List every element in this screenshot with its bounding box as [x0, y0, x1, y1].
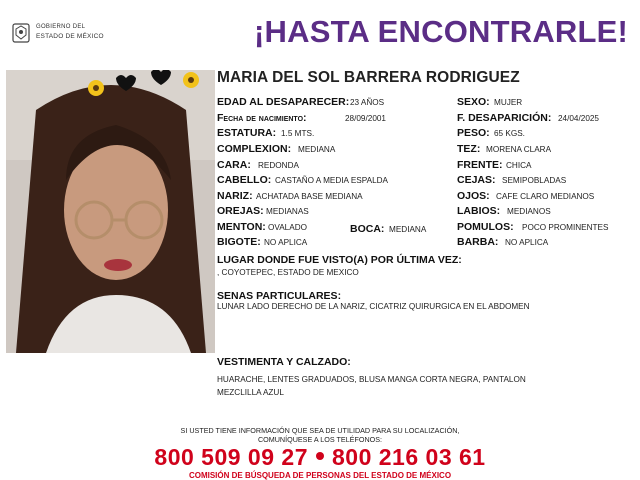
sexo-label: SEXO: — [457, 96, 490, 108]
cejas-label: CEJAS: — [457, 174, 496, 186]
bigote-value: NO APLICA — [264, 238, 308, 247]
boca-label: BOCA: — [350, 223, 385, 235]
vestimenta-line-2: MEZCLILLA AZUL — [217, 388, 284, 397]
menton-label: MENTON: — [217, 221, 266, 233]
boca-value: MEDIANA — [389, 225, 427, 234]
estatura-label: ESTATURA: — [217, 127, 277, 139]
pomulos-label: POMULOS: — [457, 221, 514, 233]
cejas-value: SEMIPOBLADAS — [502, 176, 567, 185]
person-name: MARIA DEL SOL BARRERA RODRIGUEZ — [217, 69, 520, 86]
cabello-value: CASTAÑO A MEDIA ESPALDA — [275, 176, 388, 185]
footer-note-line-2: COMUNÍQUESE A LOS TELÉFONOS: — [257, 435, 383, 444]
phone-1[interactable]: 800 509 09 27 — [154, 444, 308, 470]
gov-line-2: ESTADO DE MÉXICO — [36, 33, 104, 40]
labios-label: LABIOS: — [457, 205, 501, 217]
f-desaparicion-label: F. DESAPARICIÓN: — [457, 112, 552, 124]
orejas-label: OREJAS: — [217, 205, 264, 217]
footer-note — [0, 426, 640, 444]
phone-numbers — [0, 444, 640, 471]
orejas-value: MEDIANAS — [266, 207, 309, 216]
nariz-value: ACHATADA BASE MEDIANA — [256, 192, 363, 201]
government-logo — [8, 20, 118, 46]
cara-value: REDONDA — [258, 161, 299, 170]
menton-value: OVALADO — [268, 223, 307, 232]
complexion-label: COMPLEXION: — [217, 143, 292, 155]
frente-value: CHICA — [506, 161, 532, 170]
peso-value: 65 KGS. — [494, 129, 525, 138]
headline: ¡HASTA ENCONTRARLE! — [254, 14, 629, 49]
lugar-value: , COYOTEPEC, ESTADO DE MEXICO — [217, 268, 359, 277]
vestimenta-label: VESTIMENTA Y CALZADO: — [217, 356, 351, 368]
vestimenta-line-1: HUARACHE, LENTES GRADUADOS, BLUSA MANGA CORTA NEGRA, PANTALON — [217, 375, 526, 384]
nacimiento-value: 28/09/2001 — [345, 114, 386, 123]
gov-line-1: GOBIERNO DEL — [36, 24, 86, 30]
barba-value: NO APLICA — [505, 238, 549, 247]
edad-value: 23 AÑOS — [350, 98, 385, 107]
nariz-label: NARIZ: — [217, 190, 253, 202]
cara-label: CARA: — [217, 159, 251, 171]
pomulos-value: POCO PROMINENTES — [522, 223, 609, 232]
cabello-label: CABELLO: — [217, 174, 272, 186]
senas-label: SENAS PARTICULARES: — [217, 290, 342, 302]
edad-label: EDAD AL DESAPARECER: — [217, 96, 350, 108]
f-desaparicion-value: 24/04/2025 — [558, 114, 599, 123]
footer-note-line-1: SI USTED TIENE INFORMACIÓN QUE SEA DE UTILIDAD PARA SU LOCALIZACIÓN, — [180, 426, 460, 435]
estatura-value: 1.5 MTS. — [281, 129, 315, 138]
frente-label: FRENTE: — [457, 159, 503, 171]
complexion-value: MEDIANA — [298, 145, 336, 154]
person-photo — [6, 70, 215, 353]
sexo-value: MUJER — [494, 98, 523, 107]
commission-name: COMISIÓN DE BÚSQUEDA DE PERSONAS DEL ESTADO DE MÉXICO — [188, 471, 452, 480]
nacimiento-label: Fecha de nacimiento: — [217, 112, 307, 124]
ojos-value: CAFE CLARO MEDIANOS — [496, 192, 595, 201]
separator-dot-icon — [316, 452, 324, 460]
bigote-label: BIGOTE: — [217, 236, 261, 248]
lugar-label: LUGAR DONDE FUE VISTO(A) POR ÚLTIMA VEZ: — [217, 254, 462, 266]
tez-value: MORENA CLARA — [486, 145, 552, 154]
barba-label: BARBA: — [457, 236, 499, 248]
state-seal-icon — [10, 22, 32, 44]
photo-illustration — [6, 70, 215, 353]
senas-value: LUNAR LADO DERECHO DE LA NARIZ, CICATRIZ QUIRURGICA EN EL ABDOMEN — [217, 302, 530, 311]
phone-2[interactable]: 800 216 03 61 — [332, 444, 486, 470]
labios-value: MEDIANOS — [507, 207, 551, 216]
peso-label: PESO: — [457, 127, 490, 139]
ojos-label: OJOS: — [457, 190, 490, 202]
tez-label: TEZ: — [457, 143, 481, 155]
